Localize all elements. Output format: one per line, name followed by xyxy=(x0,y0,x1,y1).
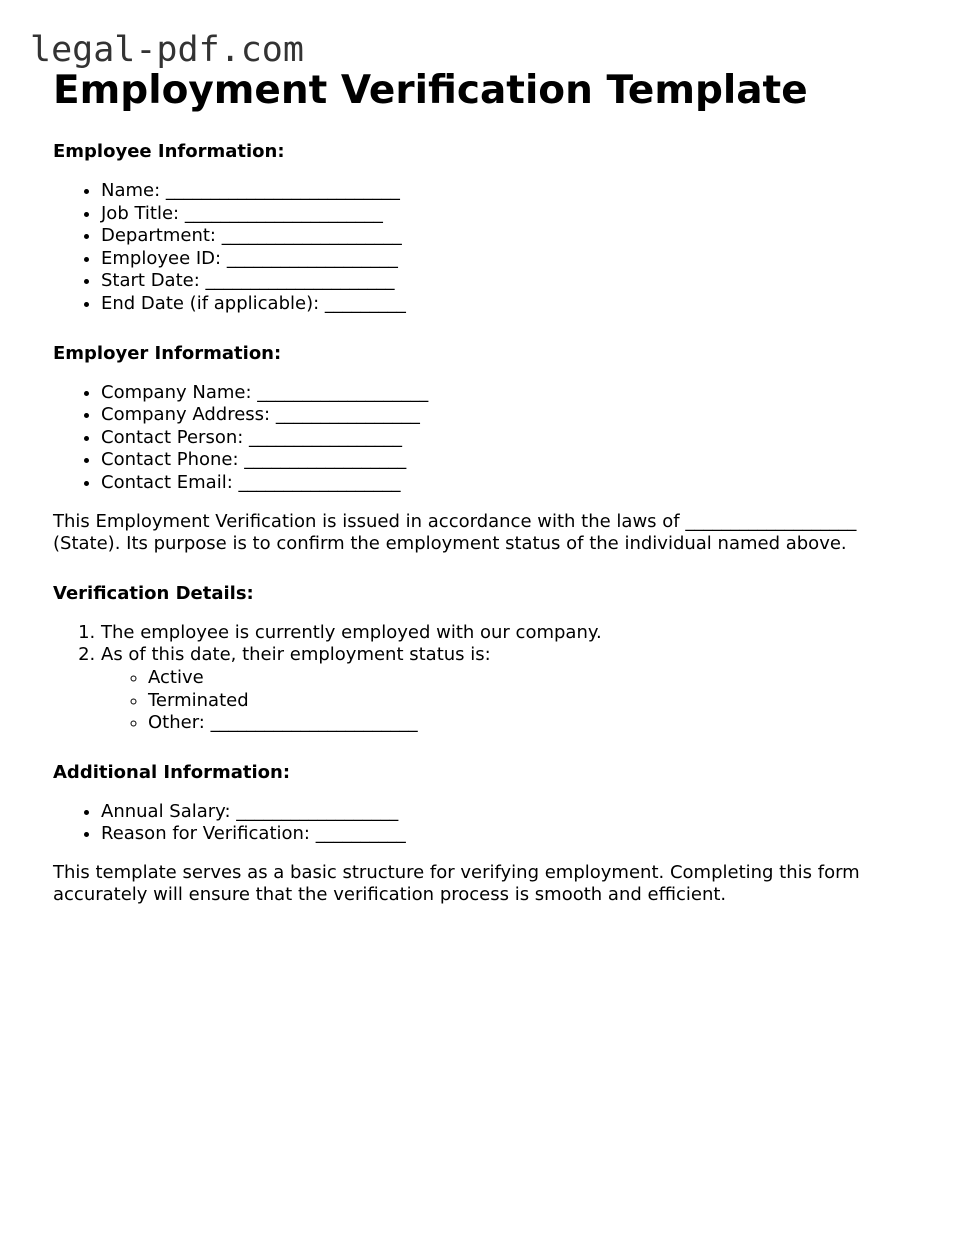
employee-job-title-field: • Job Title: ______________________ xyxy=(101,203,933,226)
verification-details-list xyxy=(53,622,933,735)
company-name-field: • Company Name: ___________________ xyxy=(101,382,933,405)
contact-phone-field: • Contact Phone: __________________ xyxy=(101,449,933,472)
additional-info-list xyxy=(53,801,933,846)
closing-paragraph-line-2: accurately will ensure that the verification process is smooth and efficient. xyxy=(53,884,727,906)
company-address-field: • Company Address: ________________ xyxy=(101,404,933,427)
contact-person-field: • Contact Person: _________________ xyxy=(101,427,933,450)
document-page xyxy=(53,68,933,907)
law-paragraph-line-2: (State). Its purpose is to confirm the employment status of the individual named above. xyxy=(53,533,847,555)
closing-paragraph xyxy=(53,862,933,907)
watermark: legal-pdf.com xyxy=(30,30,304,70)
status-option-terminated: ◦ Terminated xyxy=(148,690,933,713)
law-paragraph xyxy=(53,511,933,556)
contact-email-field: • Contact Email: __________________ xyxy=(101,472,933,495)
page-title: Employment Verification Template xyxy=(53,68,808,113)
employer-info-heading: Employer Information: xyxy=(53,342,282,364)
verification-item-status-label: As of this date, their employment status is: xyxy=(101,644,491,666)
employee-info-heading: Employee Information: xyxy=(53,141,285,162)
verification-reason-field: • Reason for Verification: __________ xyxy=(101,823,933,846)
verification-item-status xyxy=(101,644,933,734)
employer-info-list xyxy=(53,382,933,495)
additional-info-heading: Additional Information: xyxy=(53,761,291,783)
employee-id-field: • Employee ID: ___________________ xyxy=(101,248,933,271)
status-option-other: ◦ Other: _______________________ xyxy=(148,712,933,735)
employee-department-field: • Department: ____________________ xyxy=(101,225,933,248)
annual-salary-field: • Annual Salary: __________________ xyxy=(101,801,933,824)
closing-paragraph-line-1: This template serves as a basic structure for verifying employment. Completing this form xyxy=(53,861,860,883)
status-options-list xyxy=(101,667,933,735)
verification-item-employed: 1. The employee is currently employed with our company. xyxy=(101,622,933,645)
verification-details-heading: Verification Details: xyxy=(53,582,254,604)
employee-end-date-field: • End Date (if applicable): _________ xyxy=(101,293,933,316)
status-option-active: ◦ Active xyxy=(148,667,933,690)
employee-start-date-field: • Start Date: _____________________ xyxy=(101,270,933,293)
employee-info-list xyxy=(53,180,933,316)
employee-name-field: • Name: __________________________ xyxy=(101,180,933,203)
law-paragraph-line-1: This Employment Verification is issued in accordance with the laws of ___________________ xyxy=(53,510,857,532)
